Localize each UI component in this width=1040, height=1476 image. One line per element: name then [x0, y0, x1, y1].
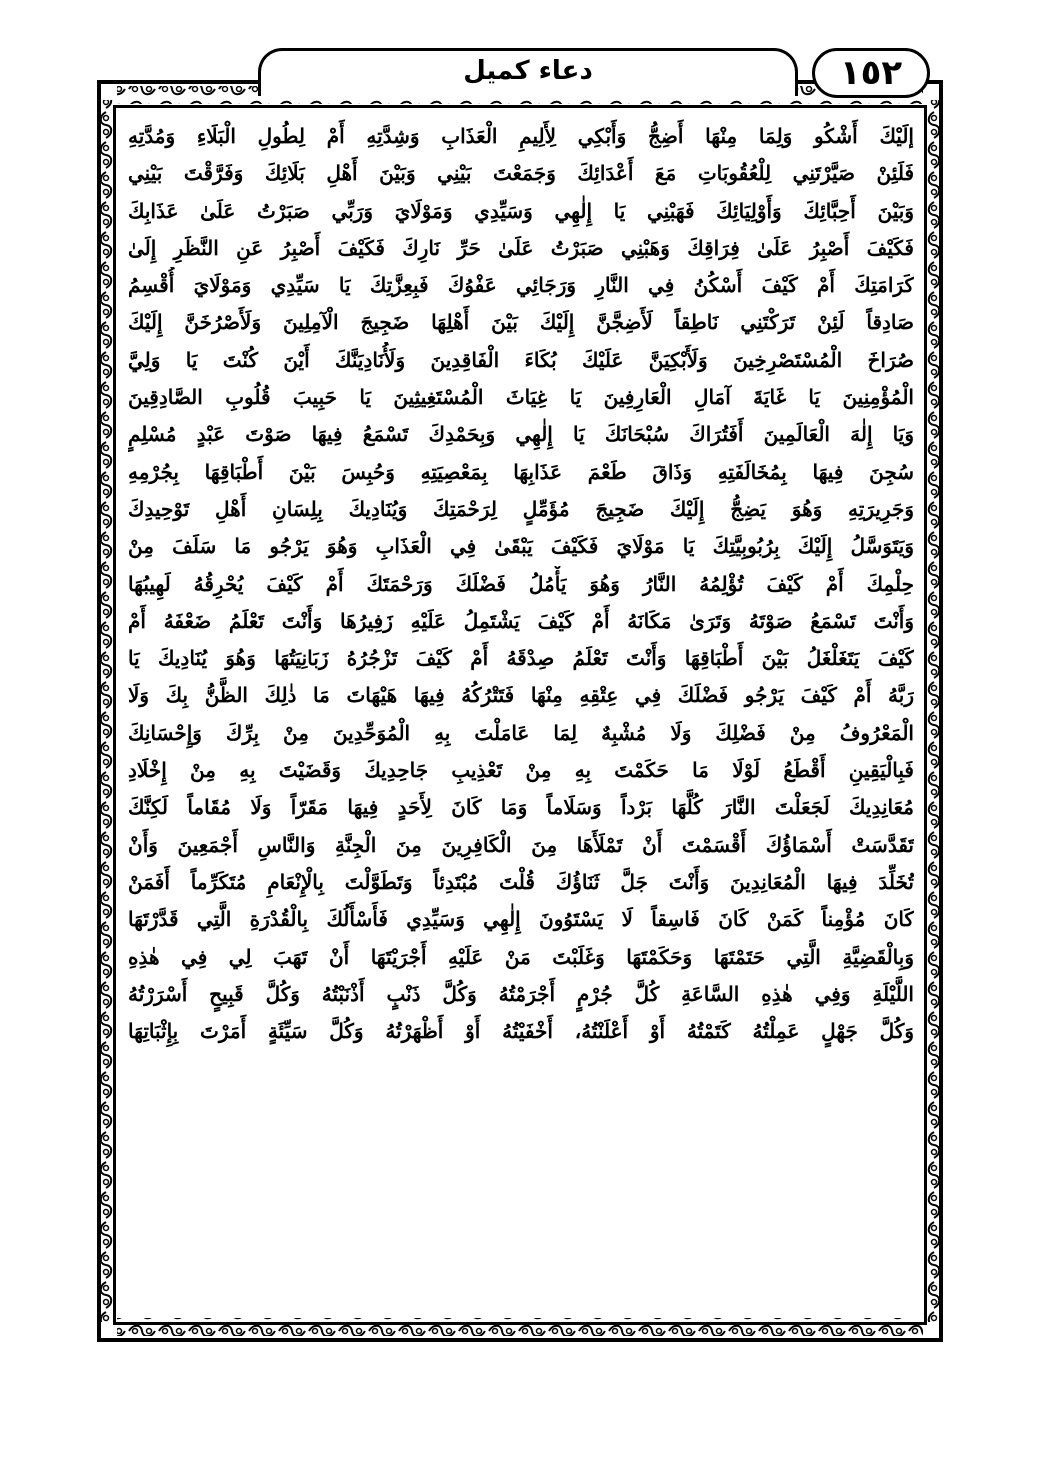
text-line: وَبِالْقَضِيَّةِ الَّتِي حَتَمْتَهَا وَحَكَمْتَهَا وَغَلَبْتَ مَنْ عَلَيْهِ أَجْرَيْتَهَا أَنْ تَهَبَ لِي فِي هٰذِهِ [128, 944, 914, 969]
text-line: وَبَيْنَ أَحِبَّائِكَ وَأَوْلِيَائِكَ فَهَبْنِي يَا إِلٰهِي وَسَيِّدِي وَمَوْلَايَ وَرَبِّي صَبَرْتُ عَلَىٰ عَذَابِكَ [128, 198, 914, 223]
text-line: وَجَرِيرَتِهِ وَهُوَ يَضِجُّ إِلَيْكَ ضَجِيجَ مُؤَمِّلٍ لِرَحْمَتِكَ وَيُنَادِيكَ بِلِسَانِ أَهْلِ تَوْحِيدِكَ [128, 496, 914, 521]
text-line: وَأَنْتَ تَسْمَعُ صَوْتَهُ وَتَرَىٰ مَكَانَهُ أَمْ كَيْفَ يَشْتَمِلُ عَلَيْهِ زَفِيرُهَا وَأَنْتَ تَعْلَمُ ضَعْفَهُ أَمْ [128, 608, 914, 633]
text-line: رَبَّهُ أَمْ كَيْفَ يَرْجُو فَضْلَكَ فِي عِتْقِهِ مِنْهَا فَتَتْرُكُهُ فِيهَا هَيْهَاتَ مَا ذٰلِكَ الظَّنُّ بِكَ وَلَا [128, 683, 914, 708]
text-line: الْمُؤْمِنِينَ يَا غَايَةَ آمَالِ الْعَارِفِينَ يَا غِيَاثَ الْمُسْتَغِيثِينَ يَا حَبِيبَ قُلُوبِ الصَّادِقِينَ [128, 385, 914, 410]
text-line: تُخَلِّدَ فِيهَا الْمُعَانِدِينَ وَأَنْتَ جَلَّ ثَنَاؤُكَ قُلْتَ مُبْتَدِئاً وَتَطَوَّلْتَ بِالْإِنْعَامِ مُتَكَرِّماً أَفَمَنْ [128, 869, 914, 894]
text-line: وَكُلَّ جَهْلٍ عَمِلْتُهُ كَتَمْتُهُ أَوْ أَعْلَنْتُهُ، أَخْفَيْتُهُ أَوْ أَظْهَرْتُهُ وَكُلَّ سَيِّئَةٍ أَمَرْتَ بِإِثْبَاتِهَا [128, 1019, 914, 1044]
text-line: سُجِنَ فِيهَا بِمُخَالَفَتِهِ وَذَاقَ طَعْمَ عَذَابِهَا بِمَعْصِيَتِهِ وَحُبِسَ بَيْنَ أَطْبَاقِهَا بِجُرْمِهِ [128, 459, 914, 484]
text-line: الْمَعْرُوفُ مِنْ فَضْلِكَ وَلَا مُشْبِهٌ لِمَا عَامَلْتَ بِهِ الْمُوَحِّدِينَ مِنْ بِرِّكَ وَإِحْسَانِكَ [128, 720, 914, 745]
text-line: كَانَ مُؤْمِناً كَمَنْ كَانَ فَاسِقاً لَا يَسْتَوُونَ إِلٰهِي وَسَيِّدِي فَأَسْأَلُكَ بِالْقُدْرَةِ الَّتِي قَدَّرْتَهَا [128, 907, 914, 932]
text-line: فَكَيْفَ أَصْبِرُ عَلَىٰ فِرَاقِكَ وَهَبْنِي صَبَرْتُ عَلَىٰ حَرِّ نَارِكَ فَكَيْفَ أَصْبِرُ عَنِ النَّظَرِ إِلَىٰ [128, 235, 914, 260]
text-line: وَيَا إِلٰهَ الْعَالَمِينَ أَفَتُرَاكَ سُبْحَانَكَ يَا إِلٰهِي وَبِحَمْدِكَ تَسْمَعُ فِيهَا صَوْتَ عَبْدٍ مُسْلِمٍ [128, 422, 914, 447]
prayer-text [128, 118, 914, 1314]
header-title-box [258, 48, 798, 96]
page-number-box [812, 48, 930, 98]
text-line: اللَّيْلَةِ وَفِي هٰذِهِ السَّاعَةِ كُلَّ جُرْمٍ أَجْرَمْتُهُ وَكُلَّ ذَنْبٍ أَذْنَبْتُهُ وَكُلَّ قَبِيحٍ أَسْرَرْتُهُ [128, 981, 914, 1006]
text-line: كَيْفَ يَتَغَلْغَلُ بَيْنَ أَطْبَاقِهَا وَأَنْتَ تَعْلَمُ صِدْقَهُ أَمْ كَيْفَ تَزْجُرُهُ زَبَانِيَتُهَا وَهُوَ يُنَادِيكَ يَا [128, 646, 914, 671]
page-title: دعاء كميل [463, 56, 593, 86]
text-line: وَيَتَوَسَّلُ إِلَيْكَ بِرُبُوبِيَّتِكَ يَا مَوْلَايَ فَكَيْفَ يَبْقَىٰ فِي الْعَذَابِ وَهُوَ يَرْجُو مَا سَلَفَ مِنْ [128, 534, 914, 559]
text-line: مُعَانِدِيكَ لَجَعَلْتَ النَّارَ كُلَّهَا بَرْداً وَسَلَاماً وَمَا كَانَ لِأَحَدٍ فِيهَا مَقَرّاً وَلَا مُقَاماً لَكِنَّكَ [128, 795, 914, 820]
text-line: فَبِالْيَقِينِ أَقْطَعُ لَوْلَا مَا حَكَمْتَ بِهِ مِنْ تَعْذِيبِ جَاحِدِيكَ وَقَضَيْتَ بِهِ مِنْ إِخْلَادِ [128, 758, 914, 783]
text-line: صُرَاخَ الْمُسْتَصْرِخِينَ وَلَأَبْكِيَنَّ عَلَيْكَ بُكَاءَ الْفَاقِدِينَ وَلَأُنَادِيَنَّكَ أَيْنَ كُنْتَ يَا وَلِيَّ [128, 347, 914, 372]
text-line: حِلْمِكَ أَمْ كَيْفَ تُؤْلِمُهُ النَّارُ وَهُوَ يَأْمُلُ فَضْلَكَ وَرَحْمَتَكَ أَمْ كَيْفَ يُحْرِقُهُ لَهِيبُهَا [128, 571, 914, 596]
page-number: ١٥٢ [839, 53, 903, 93]
text-line: إلَيْكَ أَشْكُو وَلِمَا مِنْهَا أَضِجُّ وَأَبْكِي لِأَلِيمِ الْعَذَابِ وَشِدَّتِهِ أَمْ لِطُولِ الْبَلَاءِ وَمُدَّتِهِ [128, 124, 914, 148]
text-line: صَادِقاً لَئِنْ تَرَكْتَنِي نَاطِقاً لَأَضِجَّنَّ إِلَيْكَ بَيْنَ أَهْلِهَا ضَجِيجَ الْآمِلِينَ وَلَأَصْرُخَنَّ إِلَيْكَ [128, 310, 914, 335]
text-line: كَرَامَتِكَ أَمْ كَيْفَ أَسْكُنُ فِي النَّارِ وَرَجَائِي عَفْوُكَ فَبِعِزَّتِكَ يَا سَيِّدِي وَمَوْلَايَ أُقْسِمُ [128, 273, 914, 298]
text-line: تَقَدَّسَتْ أَسْمَاؤُكَ أَقْسَمْتَ أَنْ تَمْلَأَهَا مِنَ الْكَافِرِينَ مِنَ الْجِنَّةِ وَالنَّاسِ أَجْمَعِينَ وَأَنْ [128, 832, 914, 857]
text-line: فَلَئِنْ صَيَّرْتَنِي لِلْعُقُوبَاتِ مَعَ أَعْدَائِكَ وَجَمَعْتَ بَيْنِي وَبَيْنَ أَهْلِ بَلَائِكَ وَفَرَّقْتَ بَيْنِي [128, 161, 914, 186]
